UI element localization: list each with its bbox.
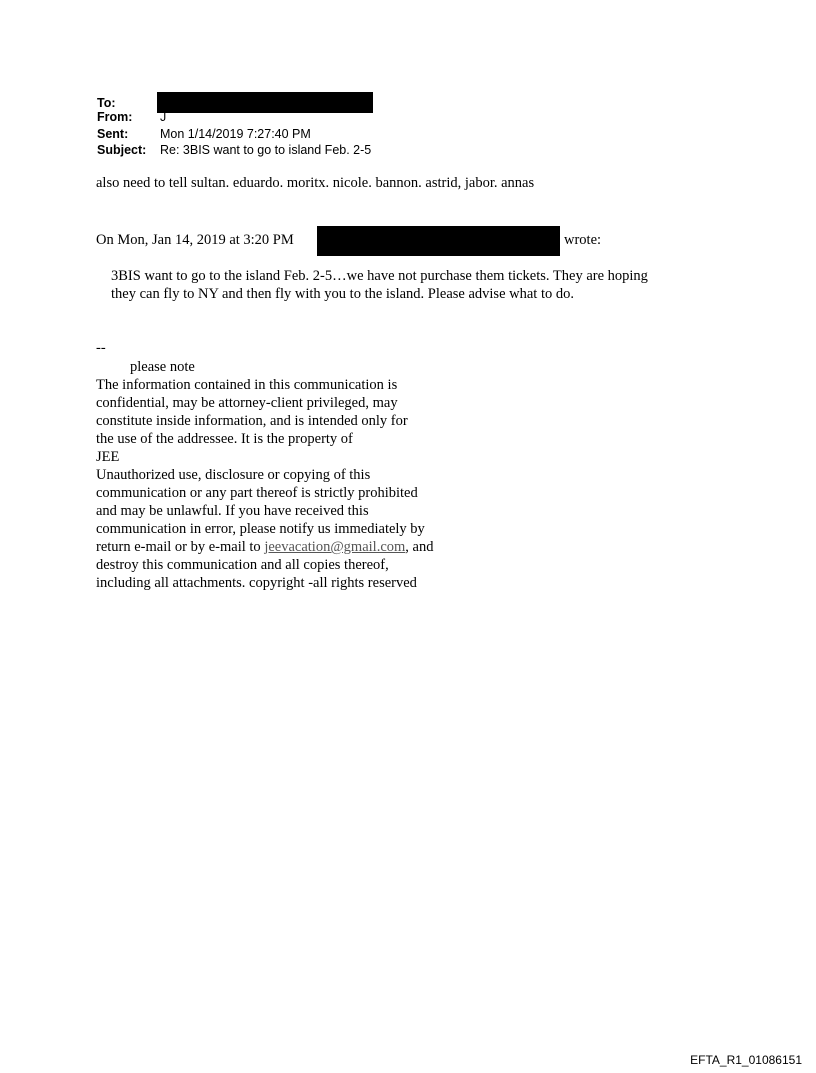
disclaimer-line: confidential, may be attorney-client privileged, may (96, 395, 398, 411)
from-value: J (160, 110, 167, 124)
redaction-sender (317, 226, 560, 256)
signature-note: please note (130, 359, 195, 375)
to-label: To: (97, 96, 116, 110)
subject-value: Re: 3BIS want to go to island Feb. 2-5 (160, 143, 372, 157)
quote-intro-suffix: wrote: (564, 232, 602, 248)
redaction-to (157, 92, 373, 113)
email-line-suffix: , and (405, 539, 434, 555)
quoted-line: 3BIS want to go to the island Feb. 2-5…we have not purchase them tickets. They are hoping (111, 268, 648, 284)
subject-row (97, 143, 371, 157)
sent-label: Sent: (97, 127, 129, 141)
document-id: EFTA_R1_01086151 (690, 1053, 802, 1067)
email-link[interactable]: jeevacation@gmail.com (264, 539, 406, 555)
disclaimer-email-line (96, 538, 433, 556)
disclaimer-line: including all attachments. copyright -all rights reserved (96, 575, 417, 591)
signature-separator: -- (96, 340, 106, 356)
sent-row (97, 127, 311, 141)
disclaimer-line: JEE (96, 449, 120, 465)
disclaimer-line: destroy this communication and all copies thereof, (96, 557, 389, 573)
disclaimer-line: communication or any part thereof is strictly prohibited (96, 485, 418, 501)
sent-value: Mon 1/14/2019 7:27:40 PM (160, 127, 311, 141)
quote-intro-prefix: On Mon, Jan 14, 2019 at 3:20 PM (96, 232, 294, 248)
disclaimer-line: communication in error, please notify us immediately by (96, 521, 425, 537)
email-line-prefix: return e-mail or by e-mail to (96, 539, 265, 555)
reply-body: also need to tell sultan. eduardo. moritx. nicole. bannon. astrid, jabor. annas (96, 175, 535, 191)
disclaimer-line: constitute inside information, and is intended only for (96, 413, 408, 429)
disclaimer-line: The information contained in this communication is (96, 377, 398, 393)
disclaimer-line: and may be unlawful. If you have received this (96, 503, 369, 519)
from-label: From: (97, 110, 133, 124)
from-row (97, 110, 166, 124)
quoted-line: they can fly to NY and then fly with you to the island. Please advise what to do. (111, 286, 574, 302)
disclaimer-line: Unauthorized use, disclosure or copying of this (96, 467, 371, 483)
disclaimer-line: the use of the addressee. It is the property of (96, 431, 353, 447)
to-row (97, 96, 160, 110)
subject-label: Subject: (97, 143, 147, 157)
